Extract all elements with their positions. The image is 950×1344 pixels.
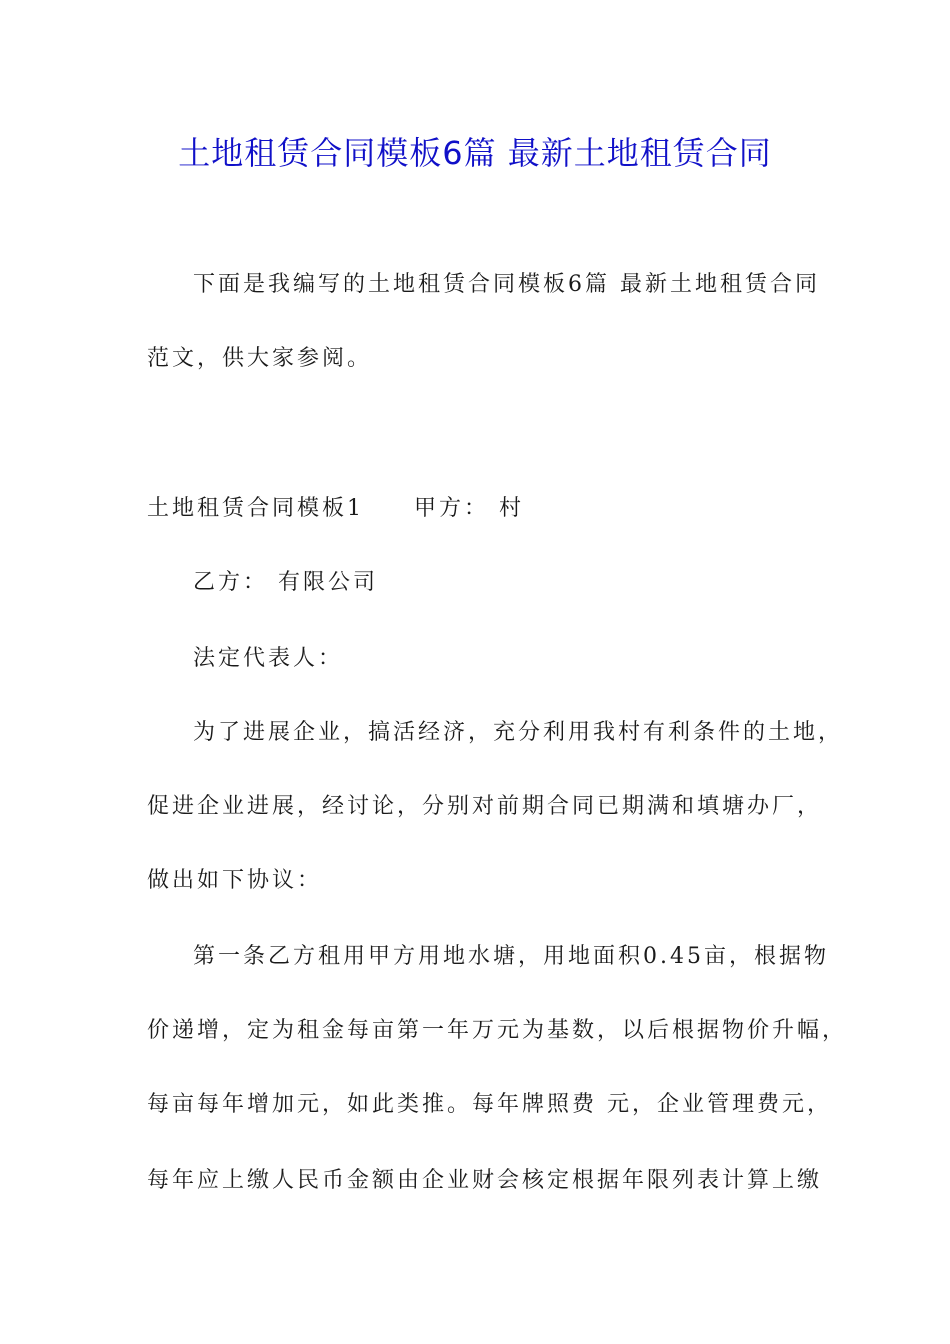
paragraph-line: 第一条乙方租用甲方用地水塘，用地面积0.45亩，根据物	[193, 944, 829, 969]
party-b-line: 乙方： 有限公司	[193, 570, 378, 595]
paragraph-line: 为了进展企业，搞活经济，充分利用我村有利条件的土地，	[193, 720, 844, 745]
paragraph-line: 每亩每年增加元，如此类推。每年牌照费 元，企业管理费元，	[147, 1092, 832, 1117]
party-a-label: 甲方： 村	[414, 496, 524, 521]
intro-line-2: 范文，供大家参阅。	[147, 346, 373, 371]
intro-line-1: 下面是我编写的土地租赁合同模板6篇 最新土地租赁合同	[193, 272, 820, 297]
paragraph-line: 促进企业进展，经讨论，分别对前期合同已期满和填塘办厂，	[147, 794, 823, 819]
template-heading: 土地租赁合同模板1	[147, 496, 364, 521]
legal-rep-line: 法定代表人：	[193, 646, 344, 671]
paragraph-line: 价递增，定为租金每亩第一年万元为基数，以后根据物价升幅，	[147, 1018, 848, 1043]
paragraph-line: 做出如下协议：	[147, 868, 323, 893]
document-title: 土地租赁合同模板6篇 最新土地租赁合同	[178, 134, 772, 172]
template-heading-line	[147, 494, 847, 524]
paragraph-line: 每年应上缴人民币金额由企业财会核定根据年限列表计算上缴	[147, 1168, 823, 1193]
